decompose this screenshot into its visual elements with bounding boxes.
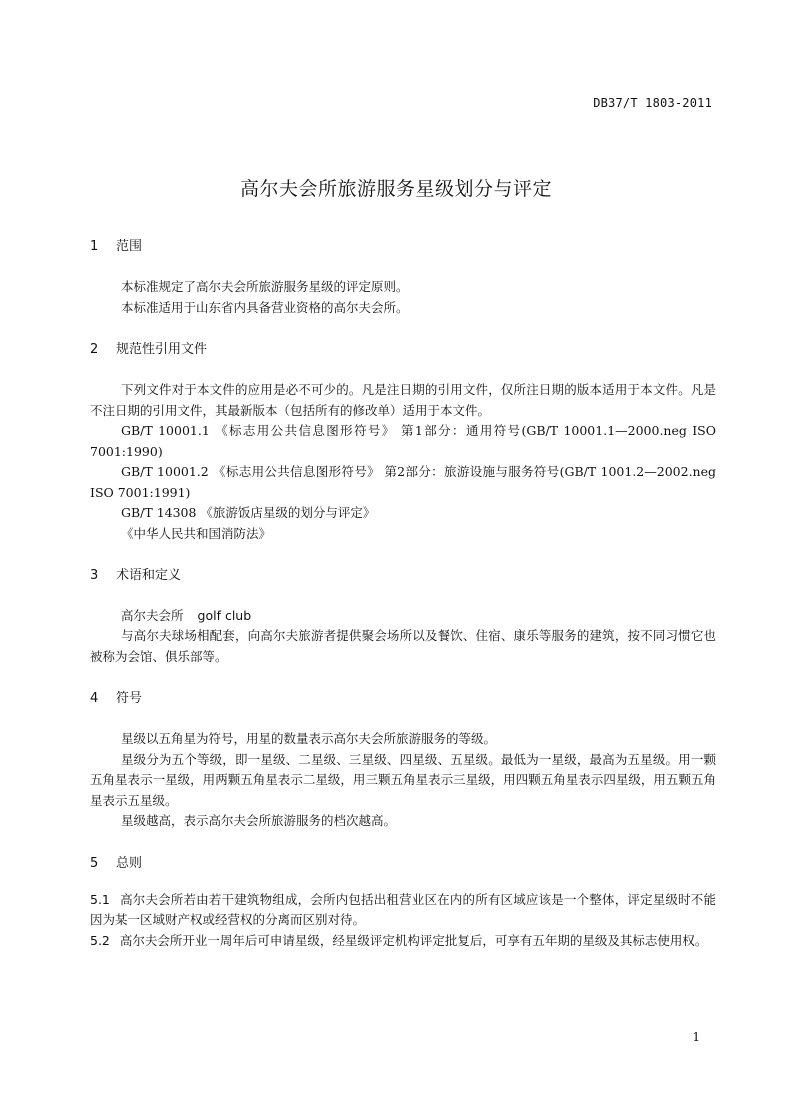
section-number: 3	[90, 568, 99, 583]
paragraph: 星级分为五个等级，即一星级、二星级、三星级、四星级、五星级。最低为一星级，最高为五星级。用一颗五角星表示一星级，用两颗五角星表示二星级，用三颗五角星表示三星级，用四颗五角星表示四星级，用五颗五角星表示五星级。	[90, 751, 716, 808]
document-code: DB37/T 1803-2011	[593, 96, 712, 110]
page-number: 1	[692, 1030, 700, 1044]
clause-5-2	[90, 931, 716, 952]
term-english: golf club	[197, 608, 252, 623]
paragraph: 星级越高，表示高尔夫会所旅游服务的档次越高。	[121, 813, 397, 828]
section-title: 总则	[116, 855, 143, 871]
section-number: 5	[90, 855, 99, 871]
paragraph: 下列文件对于本文件的应用是必不可少的。凡是注日期的引用文件，仅所注日期的版本适用于本文件。凡是不注日期的引用文件，其最新版本（包括所有的修改单）适用于本文件。	[90, 382, 716, 418]
section-number: 4	[90, 691, 99, 706]
document-title: 高尔夫会所旅游服务星级划分与评定	[239, 178, 552, 200]
section-number: 1	[90, 239, 99, 254]
document-body	[90, 237, 716, 951]
clause-number: 5.2	[90, 932, 110, 948]
section-2-heading	[90, 340, 716, 360]
section-title: 符号	[116, 691, 143, 706]
section-title: 范围	[116, 239, 143, 254]
section-1-heading	[90, 237, 716, 257]
section-5-heading	[90, 854, 716, 874]
reference-item: 《中华人民共和国消防法》	[121, 525, 272, 541]
clause-5-1	[90, 890, 716, 931]
section-number: 2	[90, 342, 99, 357]
reference-item: GB/T 10001.1 《标志用公共信息图形符号》 第1部分：通用符号(GB/T 10001.1—2000.neg ISO 7001:1990)	[90, 423, 716, 459]
section-title: 术语和定义	[116, 568, 182, 583]
clause-text: 高尔夫会所若由若干建筑物组成，会所内包括出租营业区在内的所有区域应该是一个整体，评定星级时不能因为某一区域财产权或经营权的分离而区别对待。	[90, 891, 716, 927]
paragraph: 星级以五角星为符号，用星的数量表示高尔夫会所旅游服务的等级。	[121, 731, 497, 746]
clause-text: 高尔夫会所开业一周年后可申请星级，经星级评定机构评定批复后，可享有五年期的星级及其标志使用权。	[119, 932, 708, 948]
term-entry	[90, 606, 716, 626]
clause-number: 5.1	[90, 891, 110, 907]
section-title: 规范性引用文件	[116, 342, 208, 357]
term-chinese: 高尔夫会所	[121, 608, 184, 623]
reference-item: GB/T 10001.2 《标志用公共信息图形符号》 第2部分：旅游设施与服务符号(GB/T 1001.2—2002.neg ISO 7001:1991)	[90, 464, 716, 500]
term-definition: 与高尔夫球场相配套，向高尔夫旅游者提供聚会场所以及餐饮、住宿、康乐等服务的建筑，按不同习惯它也被称为会馆、俱乐部等。	[90, 628, 716, 664]
paragraph: 本标准适用于山东省内具备营业资格的高尔夫会所。	[121, 299, 409, 315]
reference-item: GB/T 14308 《旅游饭店星级的划分与评定》	[121, 505, 376, 520]
section-4-heading	[90, 689, 716, 709]
section-3-heading	[90, 566, 716, 586]
paragraph: 本标准规定了高尔夫会所旅游服务星级的评定原则。	[121, 279, 409, 294]
